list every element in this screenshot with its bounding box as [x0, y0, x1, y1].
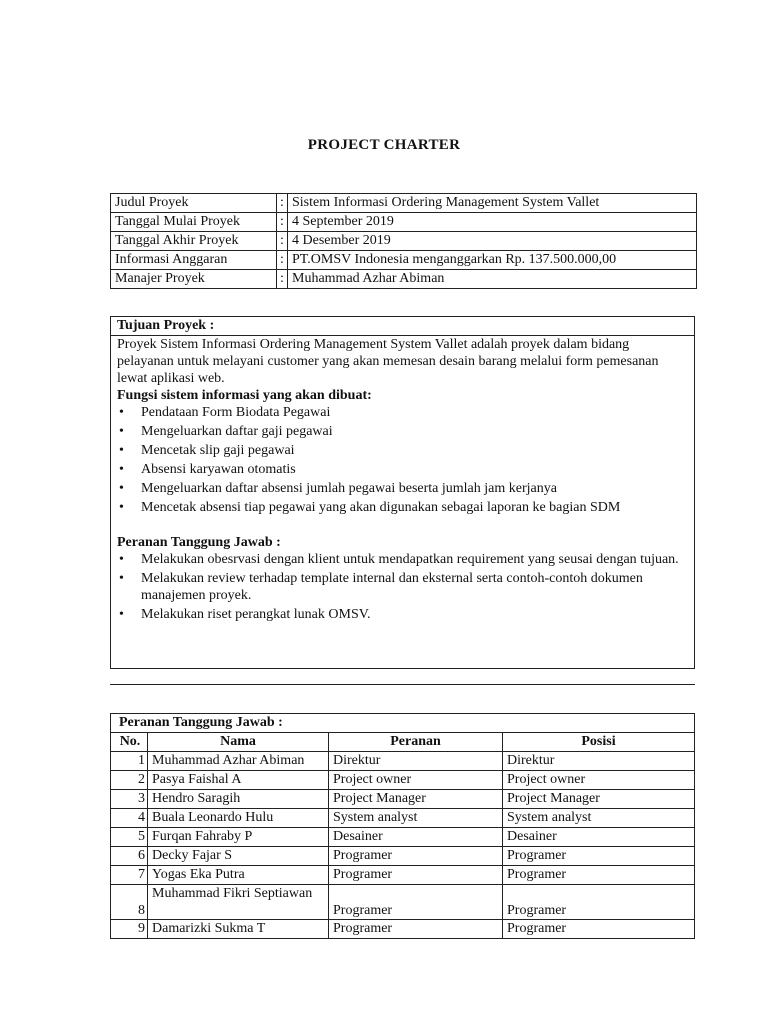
- list-item: [117, 570, 688, 604]
- list-item: [117, 404, 688, 421]
- info-label: Tanggal Akhir Proyek: [111, 232, 277, 251]
- row-posisi: Programer: [503, 847, 695, 866]
- row-nama: Muhammad Azhar Abiman: [148, 752, 329, 771]
- list-item-text: Mengeluarkan daftar absensi jumlah pegawai beserta jumlah jam kerjanya: [141, 481, 557, 496]
- team-caption: Peranan Tanggung Jawab :: [111, 714, 695, 733]
- row-posisi: Project Manager: [503, 790, 695, 809]
- row-no: 1: [111, 752, 148, 771]
- bullet-icon: •: [119, 462, 124, 477]
- functions-heading: Fungsi sistem informasi yang akan dibuat:: [117, 388, 372, 403]
- info-value: PT.OMSV Indonesia menganggarkan Rp. 137.500.000,00: [288, 251, 697, 270]
- bullet-icon: •: [119, 405, 124, 420]
- table-row: [111, 866, 695, 885]
- row-no: 2: [111, 771, 148, 790]
- list-item: [117, 499, 688, 516]
- row-no: 9: [111, 920, 148, 939]
- list-item-text: Melakukan riset perangkat lunak OMSV.: [141, 607, 371, 622]
- bullet-icon: •: [119, 607, 124, 622]
- goals-paragraph: Proyek Sistem Informasi Ordering Management System Vallet adalah proyek dalam bidang pelayanan untuk melayani customer yang akan memesan desain barang melalui form pemesanan lewat aplikasi web.: [117, 337, 659, 386]
- bullet-icon: •: [119, 424, 124, 439]
- list-item: [117, 480, 688, 497]
- row-no: 7: [111, 866, 148, 885]
- table-row: [111, 920, 695, 939]
- info-label: Tanggal Mulai Proyek: [111, 213, 277, 232]
- row-peranan: Project owner: [329, 771, 503, 790]
- goals-heading: Tujuan Proyek :: [111, 317, 694, 336]
- row-peranan: System analyst: [329, 809, 503, 828]
- roles-heading: Peranan Tanggung Jawab :: [117, 535, 281, 550]
- info-separator: :: [277, 194, 288, 213]
- row-nama: Yogas Eka Putra: [148, 866, 329, 885]
- row-peranan: Programer: [329, 885, 503, 920]
- row-nama: Furqan Fahraby P: [148, 828, 329, 847]
- header-no: No.: [111, 733, 148, 752]
- row-peranan: Programer: [329, 866, 503, 885]
- info-label: Judul Proyek: [111, 194, 277, 213]
- row-nama: Decky Fajar S: [148, 847, 329, 866]
- row-nama: Damarizki Sukma T: [148, 920, 329, 939]
- bullet-icon: •: [119, 552, 124, 567]
- project-info-table: [110, 193, 697, 289]
- list-item-text: Mengeluarkan daftar gaji pegawai: [141, 424, 333, 439]
- row-nama: Pasya Faishal A: [148, 771, 329, 790]
- list-item: [117, 461, 688, 478]
- row-no: 8: [111, 885, 148, 920]
- row-peranan: Programer: [329, 920, 503, 939]
- info-label: Manajer Proyek: [111, 270, 277, 289]
- bullet-icon: •: [119, 443, 124, 458]
- info-value: Muhammad Azhar Abiman: [288, 270, 697, 289]
- table-row: [111, 771, 695, 790]
- list-item: [117, 606, 688, 623]
- row-no: 4: [111, 809, 148, 828]
- info-row: [111, 251, 697, 270]
- row-no: 5: [111, 828, 148, 847]
- list-item-text: Melakukan review terhadap template internal dan eksternal serta contoh-contoh dokumen manajemen proyek.: [141, 571, 643, 603]
- row-nama: Buala Leonardo Hulu: [148, 809, 329, 828]
- header-posisi: Posisi: [503, 733, 695, 752]
- info-separator: :: [277, 213, 288, 232]
- info-row: [111, 232, 697, 251]
- list-item-text: Mencetak slip gaji pegawai: [141, 443, 295, 458]
- header-peranan: Peranan: [329, 733, 503, 752]
- info-label: Informasi Anggaran: [111, 251, 277, 270]
- bullet-icon: •: [119, 571, 124, 586]
- info-separator: :: [277, 251, 288, 270]
- list-item-text: Pendataan Form Biodata Pegawai: [141, 405, 331, 420]
- info-separator: :: [277, 232, 288, 251]
- row-posisi: Project owner: [503, 771, 695, 790]
- info-row: [111, 213, 697, 232]
- bullet-icon: •: [119, 500, 124, 515]
- row-posisi: Programer: [503, 866, 695, 885]
- list-item-text: Absensi karyawan otomatis: [141, 462, 296, 477]
- row-peranan: Desainer: [329, 828, 503, 847]
- table-row: [111, 790, 695, 809]
- row-peranan: Programer: [329, 847, 503, 866]
- row-peranan: Project Manager: [329, 790, 503, 809]
- info-value: 4 September 2019: [288, 213, 697, 232]
- list-item: [117, 551, 688, 568]
- bullet-icon: •: [119, 481, 124, 496]
- info-value: Sistem Informasi Ordering Management System Vallet: [288, 194, 697, 213]
- table-row: [111, 752, 695, 771]
- section-divider: [110, 684, 695, 685]
- list-item: [117, 442, 688, 459]
- row-posisi: Programer: [503, 920, 695, 939]
- project-goals-box: [110, 316, 695, 669]
- info-value: 4 Desember 2019: [288, 232, 697, 251]
- row-peranan: Direktur: [329, 752, 503, 771]
- info-row: [111, 270, 697, 289]
- list-item-text: Melakukan obesrvasi dengan klient untuk mendapatkan requirement yang seusai dengan tujuan.: [141, 552, 679, 567]
- header-nama: Nama: [148, 733, 329, 752]
- info-row: [111, 194, 697, 213]
- row-posisi: Desainer: [503, 828, 695, 847]
- table-row: [111, 885, 695, 920]
- row-nama: Hendro Saragih: [148, 790, 329, 809]
- row-posisi: Direktur: [503, 752, 695, 771]
- team-roles-table: [110, 713, 695, 939]
- info-separator: :: [277, 270, 288, 289]
- row-nama: Muhammad Fikri Septiawan: [148, 885, 329, 920]
- table-row: [111, 847, 695, 866]
- responsibilities-list: [117, 551, 688, 623]
- list-item-text: Mencetak absensi tiap pegawai yang akan digunakan sebagai laporan ke bagian SDM: [141, 500, 621, 515]
- list-item: [117, 423, 688, 440]
- page-title: PROJECT CHARTER: [307, 137, 461, 153]
- row-no: 6: [111, 847, 148, 866]
- row-posisi: System analyst: [503, 809, 695, 828]
- row-no: 3: [111, 790, 148, 809]
- row-posisi: Programer: [503, 885, 695, 920]
- functions-list: [117, 404, 688, 516]
- table-row: [111, 828, 695, 847]
- table-row: [111, 809, 695, 828]
